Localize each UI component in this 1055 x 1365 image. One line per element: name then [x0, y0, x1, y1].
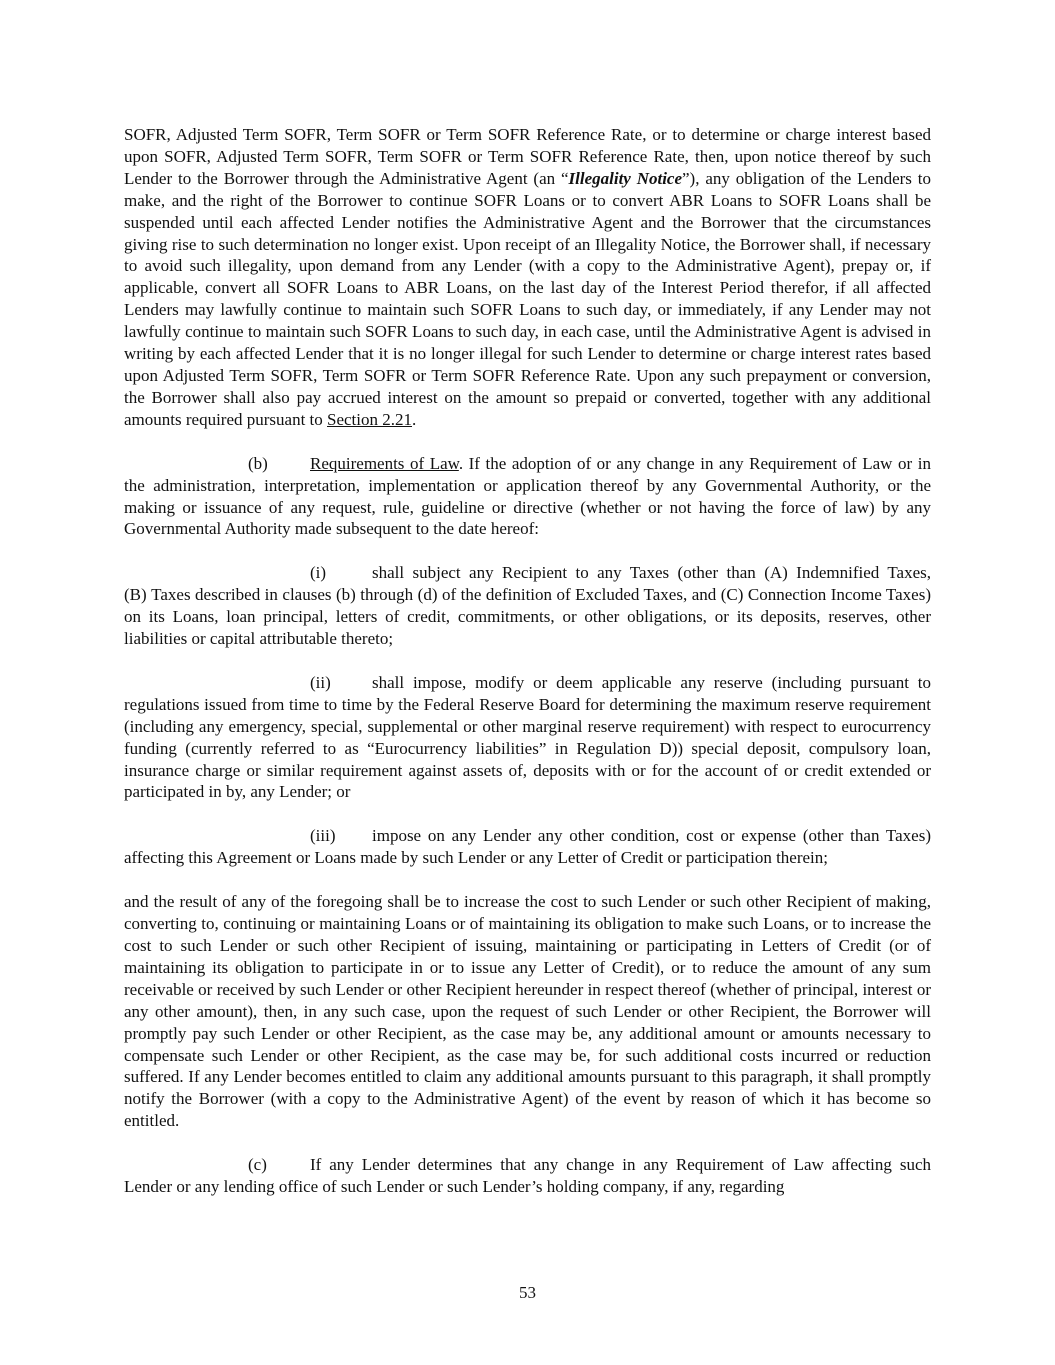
document-page: [124, 124, 931, 1220]
clause-label-ii: (ii): [310, 672, 331, 692]
clause-label-i: (i): [310, 563, 327, 583]
heading-requirements-of-law: Requirements of Law: [310, 453, 459, 473]
paragraph-result-of-foregoing: [124, 891, 931, 1132]
defined-term-illegality-notice: Illegality Notice: [568, 168, 683, 188]
paragraph-clause-c: [124, 1154, 931, 1198]
clause-c-text: If any Lender determines that any change in any Requirement of Law affecting such Lender or any lending office of such Lender or such Lender’s holding company, if any, regarding: [124, 1155, 931, 1197]
page-number: 53: [519, 1283, 536, 1302]
clause-label-c: (c): [248, 1155, 267, 1175]
clause-label-iii: (iii): [310, 826, 336, 846]
requirements-of-law-text: . If the adoption of or any change in any Requirement of Law or in the administration, interpretation, implementation or application thereof by any Governmental Authority, or the making or issuance of any request, rule, guideline or directive (whether or not having the force of law) by any Governmental Authority made subsequent to the date hereof:: [124, 453, 931, 539]
subclause-iii-text: impose on any Lender any other condition, cost or expense (other than Taxes) affecting this Agreement or Loans made by such Lender or any Letter of Credit or participation therein;: [124, 826, 931, 868]
result-text: and the result of any of the foregoing shall be to increase the cost to such Lender or such other Recipient of making, converting to, continuing or maintaining Loans or of maintaining its obligation to make such Loans, or to increase the cost to such Lender or such other Recipient of issuing, maintaining or participating in Letters of Credit (or of maintaining its obligation to participate in or to issue any Letter of Credit), or to reduce the amount of any sum receivable or received by such Lender or other Recipient hereunder in respect thereof (whether of principal, interest or any other amount), then, in any such case, upon the request of such Lender or other Recipient, the Borrower will promptly pay such Lender or other Recipient, as the case may be, any additional amount or amounts necessary to compensate such Lender or other Recipient, as the case may be, for such additional costs incurred or reduction suffered. If any Lender becomes entitled to claim any additional amounts pursuant to this paragraph, it shall promptly notify the Borrower (with a copy to the Administrative Agent) of the event by reason of which it has become so entitled.: [124, 892, 931, 1131]
illegality-text-start: SOFR, Adjusted Term SOFR, Term SOFR or Term SOFR Reference Rate, or to determine or charge interest based upon SOFR, Adjusted Term SOFR, Term SOFR or Term SOFR Reference Rate, then, upon notice thereof by such Lender to the Borrower through the Administrative Agent (an “: [124, 125, 931, 188]
paragraph-subclause-iii: [124, 825, 931, 869]
paragraph-subclause-i: [124, 562, 931, 650]
clause-label-b: (b): [248, 453, 268, 473]
subclause-ii-text: shall impose, modify or deem applicable any reserve (including pursuant to regulations issued from time to time by the Federal Reserve Board for determining the maximum reserve requirement (including any emergency, special, supplemental or other marginal reserve requirement) with respect to eurocurrency funding (currently referred to as “Eurocurrency liabilities” in Regulation D)) special deposit, compulsory loan, insurance charge or similar requirement against assets of, deposits with or for the account of or credit extended or participated in by, any Lender; or: [124, 672, 931, 802]
illegality-text-middle: ”), any obligation of the Lenders to make, and the right of the Borrower to continue SOFR Loans or to convert ABR Loans to SOFR Loans shall be suspended until each affected Lender notifies the Administrative Agent and the Borrower that the circumstances giving rise to such determination no longer exist. Upon receipt of an Illegality Notice, the Borrower shall, if necessary to avoid such illegality, upon demand from any Lender (with a copy to the Administrative Agent), prepay or, if applicable, convert all SOFR Loans to ABR Loans, on the last day of the Interest Period therefor, if all affected Lenders may lawfully continue to maintain such SOFR Loans to such day, or immediately, if any Lender may not lawfully continue to maintain such SOFR Loans to such day, in each case, until the Administrative Agent is advised in writing by each affected Lender that it is no longer illegal for such Lender to determine or charge interest rates based upon Adjusted Term SOFR, Term SOFR or Term SOFR Reference Rate. Upon any such prepayment or conversion, the Borrower shall also pay accrued interest on the amount so prepaid or converted, together with any additional amounts required pursuant to: [124, 168, 931, 429]
subclause-i-text: shall subject any Recipient to any Taxes (other than (A) Indemnified Taxes, (B) Taxes described in clauses (b) through (d) of the definition of Excluded Taxes, and (C) Connection Income Taxes) on its Loans, loan principal, letters of credit, commitments, or other obligations, or its deposits, reserves, other liabilities or capital attributable thereto;: [124, 563, 931, 649]
illegality-text-end: .: [412, 409, 417, 429]
paragraph-requirements-of-law: [124, 453, 931, 541]
paragraph-illegality-continued: [124, 124, 931, 431]
section-reference-link[interactable]: Section 2.21: [327, 409, 413, 429]
paragraph-subclause-ii: [124, 672, 931, 803]
